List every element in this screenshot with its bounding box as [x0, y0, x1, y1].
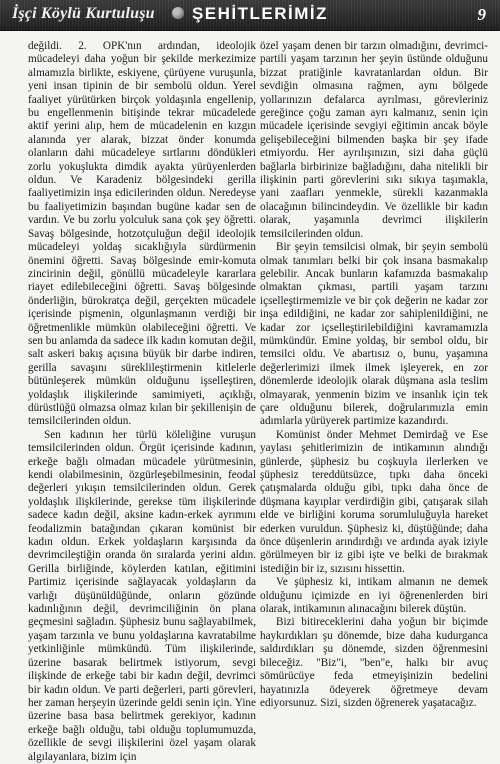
bullet-icon [172, 7, 184, 19]
right-paragraph-1: özel yaşam denen bir tarzın olmadığını, devrimci-partili yaşam tarzının her şeyin üstünde olduğunu bizzat pratiğinle kavratanlardan oldun. Bir sevdiğin olmasına rağmen, aynı bölgede yollarınızın defalarca ayrılması, görevleriniz gereğince çoğu zaman ayrı kalmanız, senin için mücadele içerisinde sevgiyi eğitimin ancak böyle gelişebileceğini bilmenden başka bir şey ifade etmiyordu. Her ayrılışınızın, sizi daha güçlü bağlarla birbirinize bağladığını, daha nitelikli bir ilişkinin parti görevlerini sıkı sıkıya taşımakla, yani zaafları yenmekle, sürekli kazanmakla olacağının bilincindeydin. Ve özellikle bir kadın olarak, yaşamınla devrimci ilişkilerin temsilcilerinden oldun. [260, 40, 488, 240]
section-title-wrap [0, 4, 500, 24]
right-column [260, 40, 488, 710]
page-number: 9 [477, 5, 486, 24]
right-paragraph-4: Ve şüphesiz ki, intikam almanın ne demek olduğunu içimizde en iyi öğrenenlerden biri olarak, intikamının alınacağını bilerek düştün. [260, 576, 488, 616]
left-paragraph-1: değildi. 2. OPK'nın ardından, ideolojik mücadeleyi daha yoğun bir şekilde merkezimize almamızla birlikte, eskiyene, çürüyene vuruşunla, yeni insan tipinin de bir sembolü oldun. Yerel faaliyet yürütürken birçok yoldaşınla engellenip, bu engellenmenin bitişinde tekrar mücadelede aktif yerini alıp, hem de mücadelenin en kızgın alanında yer alarak, bizzat önder konumda olanların dahi mücadeleye sırtlarını döndükleri zorlu yokuşlukta dimdik ayakta yürüyenlerden oldun. Ve Karadeniz bölgesindeki gerilla faaliyetimizin inşa edicilerinden oldun. Neredeyse bu faaliyetimizin başından bugüne kadar sen de vardın. Ve bu zorlu yolculuk sana çok şey öğretti. Savaş bölgesinde, hotzotçuluğun değil ideolojik mücadeleyi yoldaş sıcaklığıyla sürdürmenin önemini öğretti. Savaş bölgesinde emir-komuta zincirinin değil, gönüllü mücadeleyle kararlara riayet edilebileceğini öğretti. Savaş bölgesinde önderliğin, bürokratça değil, gerçekten mücadele içerisinde pişmenin, olgunlaşmanın verdiği bir öğretmenlikle mümkün olabileceğini öğretti. Ve sen bu anlamda da sadece ilk kadın komutan değil, salt askeri bakış açısına büyük bir darbe indiren, gerilla savaşını süreklileştirmenin kitlelerle bütünleşerek mümkün olduğunu işselleştiren, yoldaşlık ilişkilerinde samimiyeti, açıklığı, dürüstlüğü olmazsa olmaz kılan bir şekillenişin de temsilcilerinden oldun. [28, 40, 256, 428]
left-paragraph-2: Sen kadının her türlü köleliğine vuruşun temsilcilerinden oldun. Örgüt içerisinde kadının, erkeğe bağlı olmadan mücadele yürütmesinin, kendi olabilmesinin, özgürleşebilmesinin, feodal değerleri yıkışın temsilcilerinden oldun. Gerek yoldaşlık ilişkilerinde, gerekse tüm ilişkilerinde sadece kadın değil, aksine kadın-erkek ayrımını feodalizmin batağından çıkaran komünist bir kadın oldun. Erkek yoldaşların karşısında da devrimcileştiğin oranda ön sıralarda yerini aldın. Gerilla birliğinde, köylerden katılan, eğitimini Partimiz içerisinde sağlayacak yoldaşların da varlığı düşünüldüğünde, onların gözünde kadınlığının değil, devrimciliğinin ön plana geçmesini sağladın. Şüphesiz bunu sağlayabilmek, yaşam tarzınla ve bunu yoldaşlarına kavratabilme yetkinliğinle mümkündü. Tüm ilişkilerinde, üzerine basarak belirtmek istiyorum, sevgi ilişkinde de erkeğe tabi bir kadın değil, devrimci bir kadın oldun. Ve parti değerleri, parti görevleri, her zaman herşeyin üzerinde geldi senin için. Yine üzerine basa basa belirtmek gerekiyor, kadının erkeğe bağlı olduğu, tabi olduğu toplumumuzda, özellikle de sevgi ilişkilerini özel yaşam olarak algılayanlara, bizim için [28, 428, 256, 763]
page-header [0, 0, 500, 31]
right-paragraph-3: Komünist önder Mehmet Demirdağ ve Ese yaylası şehitlerimizin de intikamının alındığı günlerde, şüphesiz bu coşkuyla ilerlerken ve şüphesiz tereddütsüzce, tıpkı daha önceki çatışmalarda olduğu gibi, tıpkı daha önce de düşmana kayıplar verdirdiğin gibi, çatışarak silah elde ve birliğini koruma sorumluluğuyla hareket ederken vuruldun. Şüphesiz ki, düştüğünde; daha önce düşenlerin arındırdığı ve ardında ayak iziyle görülmeyen bir iz gibi işte ve belki de bırakmak istediğin bir iz, sızısını hissettin. [260, 428, 488, 575]
publication-title: İşçi Köylü Kurtuluşu [12, 5, 155, 22]
section-title: ŞEHİTLERİMİZ [191, 4, 329, 23]
left-column [28, 40, 256, 764]
right-paragraph-2: Bir şeyin temsilcisi olmak, bir şeyin sembolü olmak tanımları belki bir çok insana basmakalıp gelebilir. Ancak bunların kafamızda basmakalıp olmaktan çıkması, partili yaşam tarzını içselleştirmemizle ve bir çok değerin ne kadar zor inşa edildiğini, ne kadar zor sahiplenildiğini, ne kadar zor içselleştirilebildiğini kavramamızla mümkündür. Emine yoldaş, bir sembol oldu, bir temsilci oldu. Ve abartısız o, bunu, yaşamına değerlerimizi ilmek ilmek işleyerek, en zor dönemlerde ideolojik olarak düşmana asla teslim olmayarak, yenmenin bizim ve insanlık için tek çare olduğunu bilerek, doğrularımızla emin adımlarla yürüyerek partimize kazandırdı. [260, 241, 488, 428]
right-paragraph-5: Bizi bitireceklerini daha yoğun bir biçimde haykırdıkları şu dönemde, bize daha kudurganca saldırdıkları şu dönemde, sizden öğrenmesini bileceğiz. "Biz"i, "ben"e, halkı bir avuç sömürücüye feda etmeyişinizin bedelini hayatınızla ödeyerek öğretmeye devam ediyorsunuz. Sizi, sizden öğrenerek yaşatacağız. [260, 616, 488, 709]
